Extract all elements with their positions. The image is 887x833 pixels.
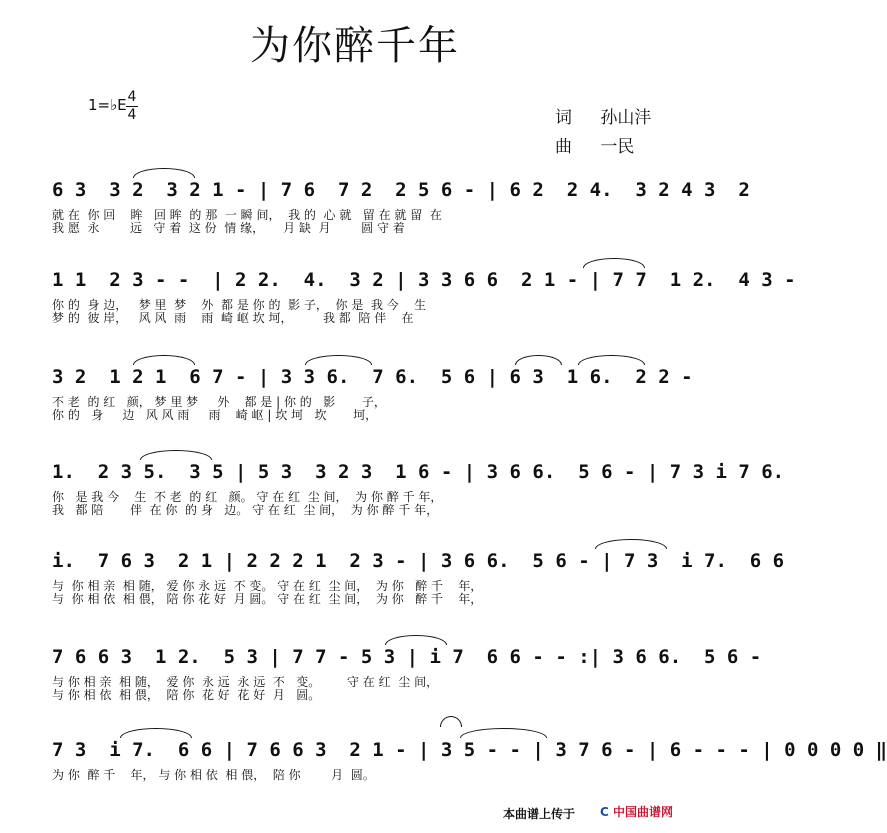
lyric-line-1: 为 你 醉 千 年， 与 你 相 依 相 偎， 陪 你 月 圆。	[52, 768, 375, 782]
lyric-line-1: 就 在 你 回 眸 回 眸 的 那 一 瞬 间， 我 的 心 就 留 在 就 留 在	[52, 208, 442, 222]
lyric-line-2: 我 都 陪 伴 在 你 的 身 边。 守 在 红 尘 间， 为 你 醉 千 年，	[52, 503, 439, 517]
page-title: 为你醉千年	[250, 23, 460, 69]
lyric-line-1: 你 的 身 边， 梦 里 梦 外 都 是 你 的 影 子， 你 是 我 今 生	[52, 298, 427, 312]
logo-mark-icon: C	[600, 805, 609, 819]
notation-line: i. 7 6 3 2 1 | 2 2 2 1 2 3 - | 3 6 6. 5 6 - | 7 3 i 7. 6 6	[52, 550, 785, 572]
lyricist-credit	[555, 103, 651, 128]
lyric-line-1: 你 是 我 今 生 不 老 的 红 颜。 守 在 红 尘 间， 为 你 醉 千 年，	[52, 490, 443, 504]
composer-credit	[555, 132, 634, 157]
lyricist-name: 孙山沣	[600, 108, 652, 128]
lyric-line-1: 与 你 相 亲 相 随， 爱 你 永 远 不 变。 守 在 红 尘 间， 为 你 醉 千 年，	[52, 579, 483, 593]
lyric-line-2: 我 愿 永 远 守 着 这 份 情 缘， 月 缺 月 圆 守 着	[52, 221, 405, 235]
site-logo	[600, 803, 673, 820]
lyric-line-2	[52, 782, 692, 795]
notation-line: 6 3 3 2 3 2 1 - | 7 6 7 2 2 5 6 - | 6 2 2 4. 3 2 4 3 2	[52, 179, 750, 201]
notation-line: 7 3 i 7. 6 6 | 7 6 6 3 2 1 - | 3 5 - - | 3 7 6 - | 6 - - - | 0 0 0 0 ‖	[52, 739, 887, 761]
lyric-line-2: 与 你 相 依 相 偎， 陪 你 花 好 月 圆。 守 在 红 尘 间， 为 你 醉 千 年，	[52, 592, 483, 606]
composer-name: 一民	[600, 137, 635, 157]
upload-note: 本曲谱上传于	[503, 807, 576, 821]
notation-line: 3 2 1 2 1 6 7 - | 3 3 6. 7 6. 5 6 | 6 3 1 6. 2 2 -	[52, 366, 693, 388]
time-signature	[126, 90, 138, 123]
notation-line: 1. 2 3 5. 3 5 | 5 3 3 2 3 1 6 - | 3 6 6. 5 6 - | 7 3 i 7 6.	[52, 461, 785, 483]
composer-role: 曲	[555, 137, 572, 157]
key-signature: 1=♭E	[88, 96, 127, 114]
lyric-line-1: 与 你 相 亲 相 随， 爱 你 永 远 永 远 不 变。 守 在 红 尘 间，	[52, 675, 439, 689]
lyric-line-2: 你 的 身 边 风 风 雨 雨 崎 岖 | 坎 坷 坎 坷，	[52, 408, 378, 422]
lyric-line-2: 梦 的 彼 岸， 风 风 雨 雨 崎 岖 坎 坷， 我 都 陪 伴 在	[52, 311, 414, 325]
lyric-line-1: 不 老 的 红 颜， 梦 里 梦 外 都 是 | 你 的 影 子，	[52, 395, 386, 409]
logo-text: 中国曲谱网	[613, 805, 674, 819]
time-signature-bottom: 4	[127, 107, 137, 123]
notation-line: 7 6 6 3 1 2. 5 3 | 7 7 - 5 3 | i 7 6 6 - - :| 3 6 6. 5 6 -	[52, 646, 762, 668]
lyricist-role: 词	[555, 108, 572, 128]
notation-line: 1 1 2 3 - - | 2 2. 4. 3 2 | 3 3 6 6 2 1 - | 7 7 1 2. 4 3 -	[52, 269, 796, 291]
time-signature-top: 4	[127, 89, 137, 105]
lyric-line-2: 与 你 相 依 相 偎， 陪 你 花 好 花 好 月 圆。	[52, 688, 321, 702]
